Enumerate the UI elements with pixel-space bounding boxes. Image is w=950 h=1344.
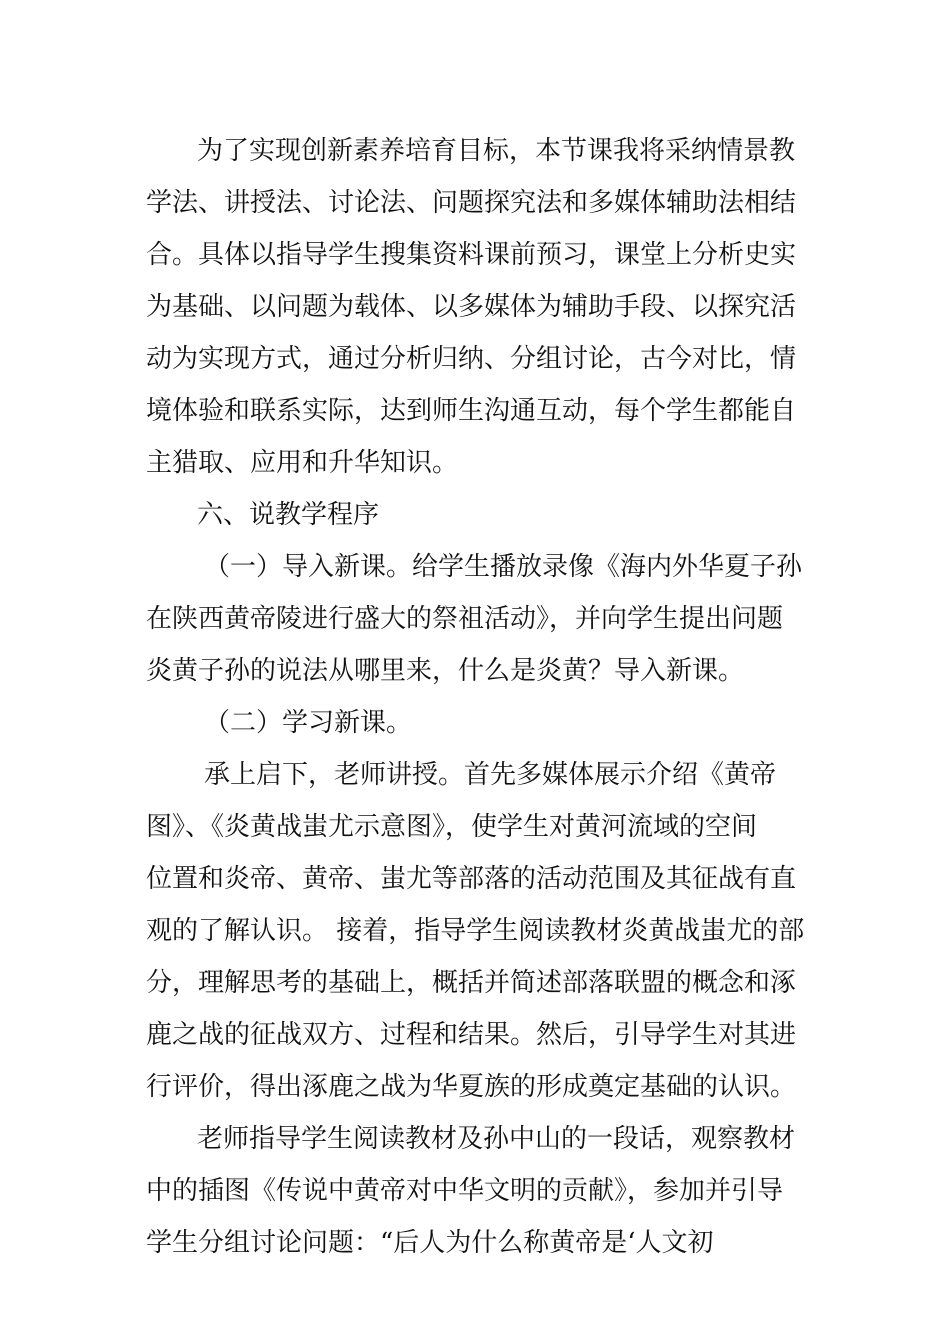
paragraph-intro-line-3: 炎黄子孙的说法从哪里来，什么是炎黄？导入新课。 xyxy=(146,656,745,686)
paragraph-lecture-line-1: 承上启下，老师讲授。首先多媒体展示介绍《黄帝 xyxy=(204,760,777,790)
paragraph-discussion-line-3: 学生分组讨论问题：“后人为什么称黄帝是‘人文初 xyxy=(146,1228,714,1258)
paragraph-teaching-methods-line-5: 动为实现方式，通过分析归纳、分组讨论，古今对比，情 xyxy=(146,344,797,374)
paragraph-teaching-methods-line-4: 为基础、以问题为载体、以多媒体为辅助手段、以探究活 xyxy=(146,292,797,322)
paragraph-lecture-line-3: 位置和炎帝、黄帝、蚩尤等部落的活动范围及其征战有直 xyxy=(146,864,797,894)
paragraph-lecture-line-6: 鹿之战的征战双方、过程和结果。然后，引导学生对其进 xyxy=(146,1020,797,1050)
paragraph-intro-line-2: 在陕西黄帝陵进行盛大的祭祖活动》，并向学生提出问题 xyxy=(146,604,784,634)
paragraph-teaching-methods-line-1: 为了实现创新素养培育目标，本节课我将采纳情景教 xyxy=(197,136,796,166)
paragraph-teaching-methods-line-3: 合。具体以指导学生搜集资料课前预习，课堂上分析史实 xyxy=(146,240,797,270)
paragraph-intro-line-1: （一）导入新课。给学生播放录像《海内外华夏子孙 xyxy=(204,552,803,582)
section-heading: 六、说教学程序 xyxy=(197,500,380,530)
paragraph-lecture-line-4: 观的了解认识。 接着，指导学生阅读教材炎黄战蚩尤的部 xyxy=(146,916,805,946)
paragraph-discussion-line-1: 老师指导学生阅读教材及孙中山的一段话，观察教材 xyxy=(197,1124,796,1154)
paragraph-lecture-line-7: 行评价，得出涿鹿之战为华夏族的形成奠定基础的认识。 xyxy=(146,1072,797,1102)
paragraph-discussion-line-2: 中的插图《传说中黄帝对中华文明的贡献》，参加并引导 xyxy=(146,1176,784,1206)
paragraph-lecture-line-5: 分，理解思考的基础上，概括并简述部落联盟的概念和涿 xyxy=(146,968,797,998)
paragraph-teaching-methods-line-7: 主猎取、应用和升华知识。 xyxy=(146,448,459,478)
paragraph-teaching-methods-line-6: 境体验和联系实际，达到师生沟通互动，每个学生都能自 xyxy=(146,396,797,426)
subsection-heading: （二）学习新课。 xyxy=(204,708,413,738)
paragraph-lecture-line-2: 图》、《炎黄战蚩尤示意图》，使学生对黄河流域的空间 xyxy=(146,812,758,842)
paragraph-teaching-methods-line-2: 学法、讲授法、讨论法、问题探究法和多媒体辅助法相结 xyxy=(146,188,797,218)
